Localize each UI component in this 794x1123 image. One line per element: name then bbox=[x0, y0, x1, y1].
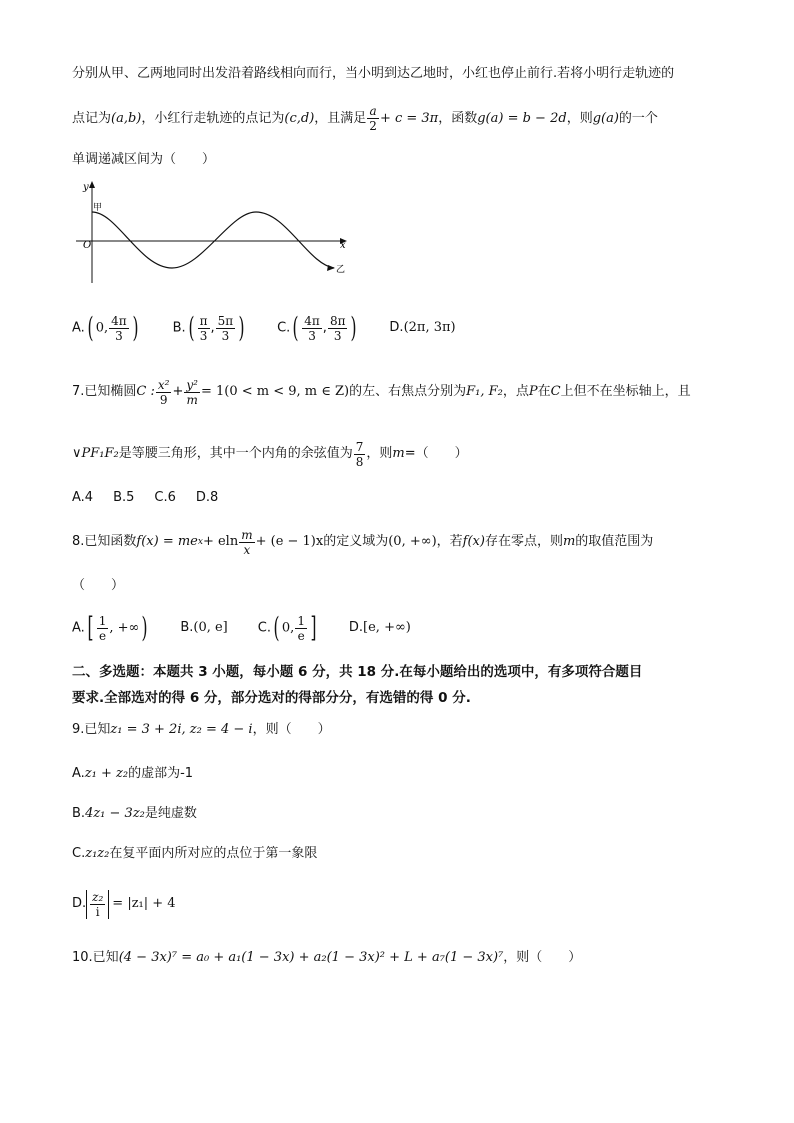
q7-stem-line2: ∨PF₁F₂ 是等腰三角形，其中一个内角的余弦值为 $\frac{7}{8}$ ，则 m =（ ） bbox=[72, 439, 468, 469]
q6-stem-line2: 点记为(a,b)，小红行走轨迹的点记为(c,d)，且满足 $\frac{a}{2}$ + c = 3π，函数g(a) = b − 2d，则g(a)的一个 bbox=[72, 104, 658, 133]
section2-heading-line2: 要求.全部选对的得 6 分，部分选对的得部分分，有选错的得 0 分. bbox=[72, 690, 471, 706]
trajectory-curve bbox=[92, 212, 334, 268]
q7-option-d[interactable]: D.8 bbox=[195, 490, 219, 505]
point-xiaoming: (a,b) bbox=[111, 111, 142, 126]
fraction-a-over-2: $\frac{a}{2}$ bbox=[369, 104, 377, 133]
start-label-jia: 甲 bbox=[93, 203, 103, 213]
x-axis-label: x bbox=[340, 240, 346, 251]
q8-option-d[interactable]: D.[e, +∞) bbox=[348, 620, 411, 636]
q9-option-a[interactable]: A.z₁ + z₂的虚部为-1 bbox=[72, 766, 194, 781]
origin-label: O bbox=[83, 240, 92, 251]
q9-option-d[interactable]: D. $\frac{\text{z₂}}{i}$ = |z₁| + 4 bbox=[72, 889, 176, 919]
q6-options bbox=[72, 306, 476, 350]
q7-options bbox=[72, 490, 238, 506]
q8-option-a[interactable]: A.[ $\frac{1}{e}$ , +∞) bbox=[72, 611, 148, 645]
q7-option-c[interactable]: C.6 bbox=[154, 490, 176, 505]
q6-option-d[interactable]: D.(2π, 3π) bbox=[389, 320, 456, 336]
q8-option-b[interactable]: B.(0, e] bbox=[180, 620, 228, 636]
q6-option-c[interactable]: C.( $\frac{4\pi}{3}$ , $\frac{8\pi}{3}$ ) bbox=[277, 311, 357, 345]
q7-option-a[interactable]: A.4 bbox=[72, 490, 94, 505]
q8-options bbox=[72, 606, 431, 650]
q8-answer-paren: （ ） bbox=[72, 578, 125, 593]
point-xiaohong: (c,d) bbox=[284, 111, 315, 126]
fraction-x2-over-9: $\frac{\text{x²}}{9}$ bbox=[157, 377, 170, 407]
section2-heading-line1: 二、多选题：本题共 3 小题，每小题 6 分，共 18 分.在每小题给出的选项中，有多项符合题目 bbox=[72, 664, 643, 680]
q6-stem-line1: 分别从甲、乙两地同时出发沿着路线相向而行，当小明到达乙地时，小红也停止前行.若将小明行走轨迹的 bbox=[72, 66, 675, 81]
fraction-7-over-8: $\frac{7}{8}$ bbox=[355, 439, 364, 469]
function-g: g(a) = b − 2d bbox=[477, 111, 567, 126]
fraction-m-over-x: $\frac{m}{x}$ bbox=[241, 527, 253, 557]
q6-option-b[interactable]: B.( $\frac{\pi}{3}$ , $\frac{5\pi}{3}$ ) bbox=[172, 311, 245, 345]
q6-stem-line3: 单调递减区间为（ ） bbox=[72, 152, 216, 167]
q7-option-b[interactable]: B.5 bbox=[113, 490, 135, 505]
q9-option-b[interactable]: B.4z₁ − 3z₂是纯虚数 bbox=[72, 806, 197, 821]
trajectory-graph bbox=[72, 178, 362, 286]
q8-stem-line1: 8.已知函数 f(x) = me x + eln $\frac{m}{x}$ + (e − 1)x 的定义域为 (0, +∞) ，若 f(x) 存在零点，则 m 的取值范围为 bbox=[72, 527, 654, 557]
y-axis-label: y bbox=[83, 182, 89, 193]
q8-option-c[interactable]: C.( 0, $\frac{1}{e}$ ] bbox=[257, 611, 317, 645]
q9-stem: 9.已知z₁ = 3 + 2i, z₂ = 4 − i，则（ ） bbox=[72, 722, 331, 737]
end-label-yi: 乙 bbox=[336, 265, 346, 275]
q10-stem: 10.已知(4 − 3x)⁷ = a₀ + a₁(1 − 3x) + a₂(1 − 3x)² + L + a₇(1 − 3x)⁷，则（ ） bbox=[72, 950, 582, 965]
q6-option-a[interactable]: A.( 0, $\frac{4\pi}{3}$ ) bbox=[72, 311, 139, 345]
q7-stem-line1: 7.已知椭圆 C : $\frac{\text{x²}}{9}$ + $\frac{\text{y²}}{m}$ = 1(0 < m < 9, m ∈ Z) 的左、右焦点分别为 F₁, F₂ ，点 P 在 C 上但不在坐标轴上，且 bbox=[72, 377, 691, 407]
fraction-y2-over-m: $\frac{\text{y²}}{m}$ bbox=[186, 377, 198, 407]
q9-option-c[interactable]: C.z₁z₂在复平面内所对应的点位于第一象限 bbox=[72, 846, 318, 861]
